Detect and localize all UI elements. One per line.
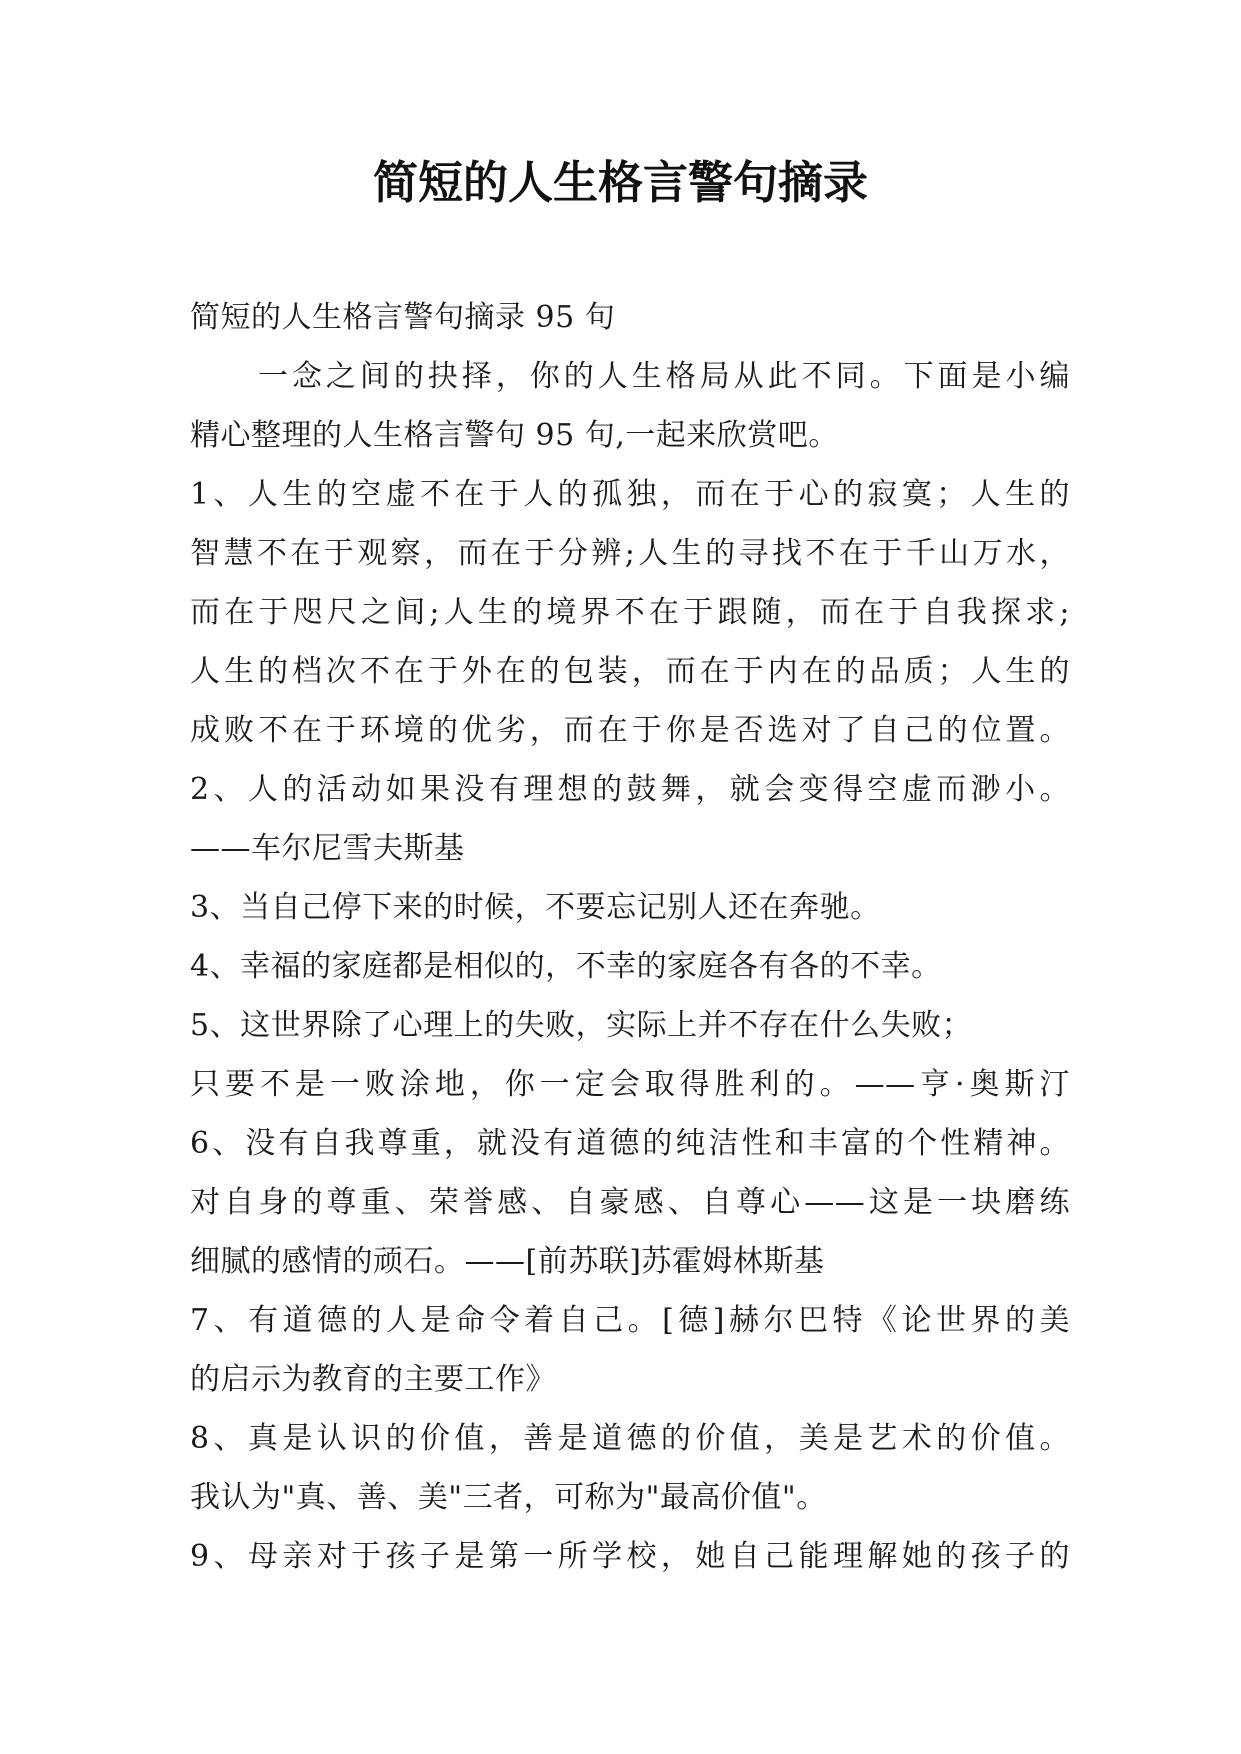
document-title: 简短的人生格言警句摘录 — [372, 156, 868, 209]
document-body — [190, 288, 1070, 1586]
text-line: 精心整理的人生格言警句 95 句,一起来欣赏吧。 — [190, 418, 839, 453]
text-line: 6、没有自我尊重，就没有道德的纯洁性和丰富的个性精神。 — [190, 1126, 1070, 1161]
text-line: 一念之间的抉择，你的人生格局从此不同。下面是小编 — [190, 359, 1070, 394]
text-line: 只要不是一败涂地，你一定会取得胜利的。——亨·奥斯汀 — [190, 1067, 1070, 1102]
text-line: 2、人的活动如果没有理想的鼓舞，就会变得空虚而渺小。 — [190, 772, 1070, 807]
text-line: ——车尔尼雪夫斯基 — [190, 831, 465, 866]
text-line: 5、这世界除了心理上的失败，实际上并不存在什么失败； — [190, 1008, 973, 1043]
text-line: 成败不在于环境的优劣，而在于你是否选对了自己的位置。 — [190, 713, 1070, 748]
text-line: 人生的档次不在于外在的包装，而在于内在的品质；人生的 — [190, 654, 1070, 689]
text-line: 4、幸福的家庭都是相似的，不幸的家庭各有各的不幸。 — [190, 949, 942, 984]
text-line: 1、人生的空虚不在于人的孤独，而在于心的寂寞；人生的 — [190, 477, 1070, 512]
text-line: 我认为"真、善、美"三者，可称为"最高价值"。 — [190, 1480, 827, 1515]
text-line: 7、有道德的人是命令着自己。[德]赫尔巴特《论世界的美 — [190, 1303, 1070, 1338]
text-line: 的启示为教育的主要工作》 — [190, 1362, 556, 1397]
text-line: 9、母亲对于孩子是第一所学校，她自己能理解她的孩子的 — [190, 1539, 1070, 1574]
text-line: 智慧不在于观察，而在于分辨;人生的寻找不在于千山万水， — [190, 536, 1070, 571]
text-line: 对自身的尊重、荣誉感、自豪感、自尊心——这是一块磨练 — [190, 1185, 1070, 1220]
text-line: 而在于咫尺之间;人生的境界不在于跟随，而在于自我探求; — [190, 595, 1070, 630]
text-line: 3、当自己停下来的时候，不要忘记别人还在奔驰。 — [190, 890, 881, 925]
text-line: 简短的人生格言警句摘录 95 句 — [190, 300, 616, 335]
text-line: 8、真是认识的价值，善是道德的价值，美是艺术的价值。 — [190, 1421, 1070, 1456]
text-line: 细腻的感情的顽石。——[前苏联]苏霍姆林斯基 — [190, 1244, 825, 1279]
